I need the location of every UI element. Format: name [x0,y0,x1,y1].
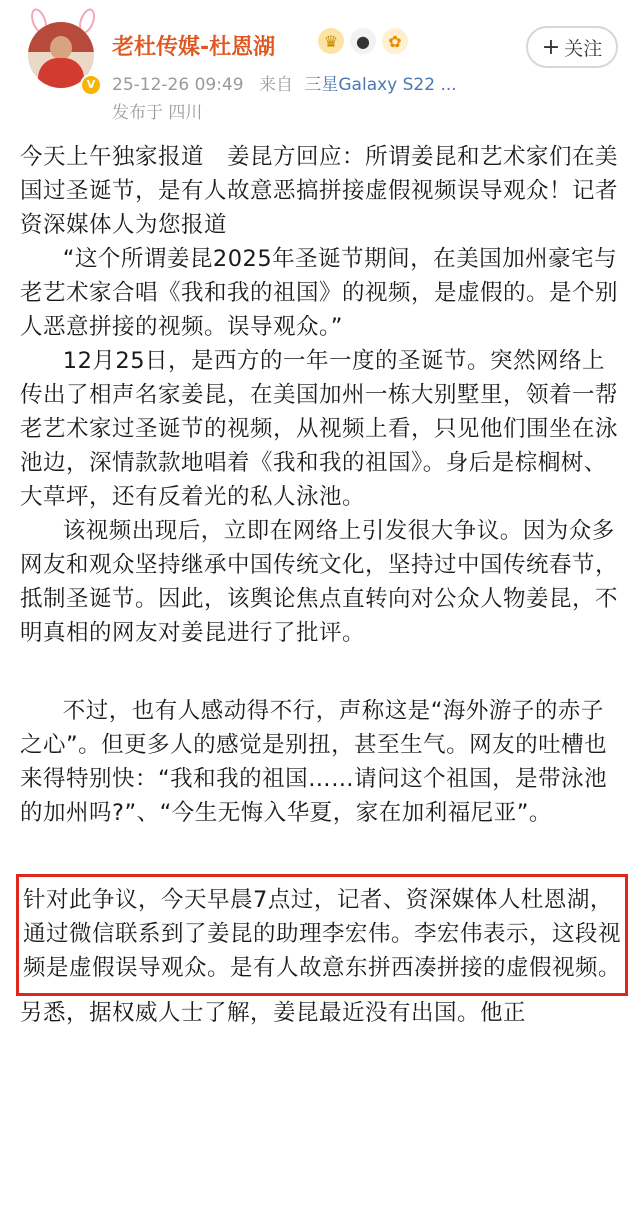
follow-button[interactable] [526,26,618,68]
avatar[interactable] [28,22,98,92]
plus-icon: + [541,34,561,60]
crown-icon[interactable]: ♛ [318,28,344,54]
post-header [0,0,640,130]
paragraph-1: 今天上午独家报道 姜昆方回应：所谓姜昆和艺术家们在美国过圣诞节，是有人故意恶搞拼接虚假视频误导观众！记者 资深媒体人为您报道 [20,144,619,238]
paragraph-spacer [20,650,624,694]
paragraph-5: 不过，也有人感动得不行，声称这是“海外游子的赤子之心”。但更多人的感觉是别扭，甚至生气。网友的吐槽也来得特别快：“我和我的祖国……请问这个祖国，是带泳池的加州吗?”、“今生无悔入华夏，家在加利福尼亚”。 [20,698,608,826]
post-body [20,140,624,1030]
post-meta [112,70,457,95]
highlight-box [16,874,628,996]
post-timestamp: 25-12-26 09:49 [112,75,244,95]
follow-label: 关注 [564,37,603,60]
panda-icon[interactable]: ● [350,28,376,54]
post-location: 发布于 四川 [112,103,203,123]
paragraph-spacer [20,830,624,874]
verified-icon: V [80,74,102,96]
paragraph-6-highlighted: 针对此争议，今天早晨7点过，记者、资深媒体人杜恩湖，通过微信联系到了姜昆的助理李宏伟。李宏伟表示，这段视频是虚假误导观众。是有人故意东拼西凑拼接的虚假视频。 [23,887,622,981]
author-name[interactable]: 老杜传媒-杜恩湖 [112,35,276,60]
paragraph-7: 另悉，据权威人士了解，姜昆最近没有出国。他正 [20,1000,527,1026]
device-link[interactable]: 三星Galaxy S22 ... [304,75,457,95]
fish-icon[interactable]: ✿ [382,28,408,54]
source-prefix: 来自 [258,75,293,95]
paragraph-4: 该视频出现后，立即在网络上引发很大争议。因为众多网友和观众坚持继承中国传统文化，坚持过中国传统春节，抵制圣诞节。因此，该舆论焦点直转向对公众人物姜昆，不明真相的网友对姜昆进行了批评。 [20,518,619,646]
paragraph-3: 12月25日，是西方的一年一度的圣诞节。突然网络上传出了相声名家姜昆，在美国加州一栋大别墅里，领着一帮老艺术家过圣诞节的视频，从视频上看，只见他们围坐在泳池边，深情款款地唱着《我和我的祖国》。身后是棕榈树、大草坪，还有反着光的私人泳池。 [20,348,619,510]
badge-row [318,28,408,54]
paragraph-2: “这个所谓姜昆2025年圣诞节期间，在美国加州豪宅与老艺术家合唱《我和我的祖国》的视频，是虚假的。是个别人恶意拼接的视频。误导观众。” [20,246,619,340]
